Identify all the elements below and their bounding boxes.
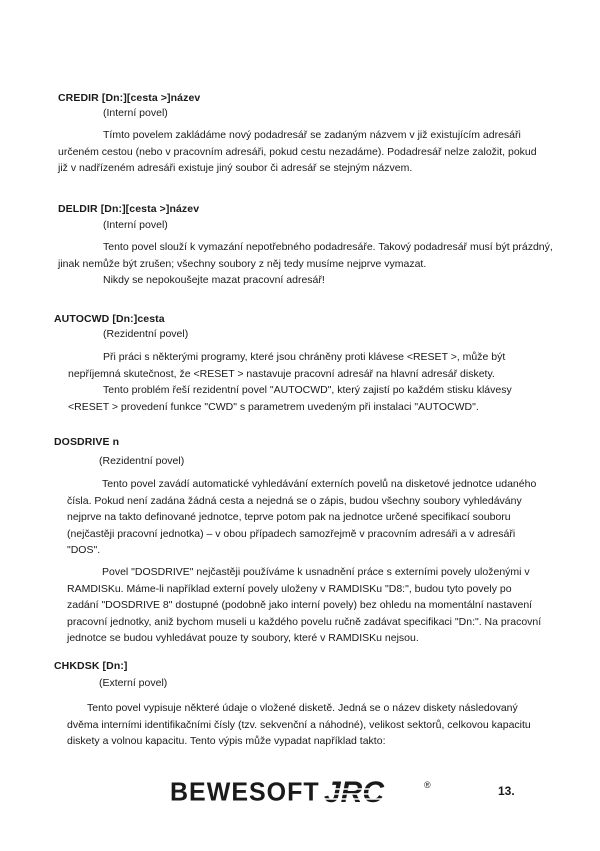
dosdrive-p1-line-4: (nejčastěji pracovní jednotka) – v obou případech samozřejmě v pracovním adresáři a v adresáři: [67, 527, 516, 540]
credir-heading: CREDIR [Dn:][cesta >]název: [58, 92, 201, 104]
autocwd-line-4: <RESET > provedení funkce "CWD" s parametrem uvedeným při instalaci "AUTOCWD".: [68, 400, 479, 413]
dosdrive-p1-line-2: čísla. Pokud není zadána žádná cesta a nejedná se o zápis, budou všechny soubory vyhledávány: [67, 494, 522, 507]
dosdrive-p1-line-1: Tento povel zavádí automatické vyhledávání externích povelů na disketové jednotce udaného: [102, 478, 537, 490]
deldir-line-3: Nikdy se nepokoušejte mazat pracovní adresář!: [103, 274, 325, 286]
deldir-line-2: jinak nemůže být zrušen; všechny soubory z něj tedy musíme nejprve vymazat.: [58, 257, 427, 270]
dosdrive-p2-line-3: zadání "DOSDRIVE 8" dostupné (podobně jako interní povely) bez ohledu na momentální nastavení: [67, 599, 533, 611]
dosdrive-p2-line-5: jednotce se budou vyhledávat pouze ty soubory, které v RAMDISKu nejsou.: [67, 632, 419, 644]
autocwd-line-3: Tento problém řeší rezidentní povel "AUTOCWD", který zajistí po každém stisku klávesy: [103, 384, 512, 396]
deldir-paragraph: [58, 239, 553, 289]
deldir-type: (Interní povel): [103, 219, 168, 231]
dosdrive-paragraph-1: [67, 476, 536, 559]
chkdsk-type: (Externí povel): [99, 677, 168, 689]
dosdrive-p2-line-2: RAMDISKu. Máme-li například externí povely uloženy v RAMDISKu "D8:", budou tyto povely po: [67, 582, 512, 595]
autocwd-heading: AUTOCWD [Dn:]cesta: [54, 313, 165, 325]
chkdsk-line-3: diskety a volnou kapacitu. Tento výpis může vypadat například takto:: [67, 735, 386, 747]
chkdsk-line-1: Tento povel vypisuje některé údaje o vložené disketě. Jedná se o název diskety následovaný: [87, 702, 518, 714]
jrc-logo: [322, 775, 422, 809]
dosdrive-heading: DOSDRIVE n: [54, 436, 120, 448]
deldir-line-1: Tento povel slouží k vymazání nepotřebného podadresáře. Takový podadresář musí být prázdný,: [103, 241, 553, 253]
credir-line-3: již v nadřízeném adresáři existuje jiný soubor či adresář se stejným názvem.: [58, 162, 413, 174]
chkdsk-heading: CHKDSK [Dn:]: [54, 660, 128, 672]
registered-mark: ®: [424, 780, 431, 790]
dosdrive-paragraph-2: [67, 564, 541, 647]
autocwd-line-1: Při práci s některými programy, které jsou chráněny proti klávese <RESET >, může být: [103, 351, 506, 363]
credir-line-1: Tímto povelem zakládáme nový podadresář se zadaným názvem v již existujícím adresáři: [103, 129, 521, 141]
page-number: 13.: [498, 784, 515, 798]
dosdrive-p1-line-3: nejprve na takto definované jednotce, teprve potom pak na jednotce určené specifikací souboru: [67, 511, 511, 523]
credir-line-2: určeném cestou (nebo v pracovním adresáři, pokud cestu nezadáme). Podadresář nelze založit, pokud: [58, 145, 537, 158]
autocwd-paragraph: [68, 349, 512, 415]
credir-type: (Interní povel): [103, 107, 168, 119]
dosdrive-p2-line-4: pracovní jednotky, aniž bychom museli u každého povelu ručně zadávat specifikaci "Dn:". Na pracovní: [67, 615, 542, 628]
autocwd-line-2: nepříjemná skutečnost, že <RESET > nastavuje pracovní adresář na hlavní adresář diskety.: [68, 367, 495, 380]
dosdrive-p2-line-1: Povel "DOSDRIVE" nejčastěji používáme k usnadnění práce s externími povely uloženými v: [102, 566, 530, 578]
chkdsk-paragraph: [67, 700, 531, 750]
chkdsk-line-2: dvěma interními identifikačními čísly (tzv. sekvenční a náhodné), velikost sektorů, celkovou kapacitu: [67, 718, 531, 731]
deldir-heading: DELDIR [Dn:][cesta >]název: [58, 203, 200, 215]
dosdrive-type: (Rezidentní povel): [99, 455, 185, 467]
dosdrive-p1-line-5: "DOS".: [67, 544, 101, 556]
autocwd-type: (Rezidentní povel): [103, 328, 189, 340]
credir-paragraph: [58, 127, 537, 177]
bewesoft-logo: BEWESOFT: [170, 777, 320, 807]
jrc-logo-text: JRC: [324, 776, 385, 809]
